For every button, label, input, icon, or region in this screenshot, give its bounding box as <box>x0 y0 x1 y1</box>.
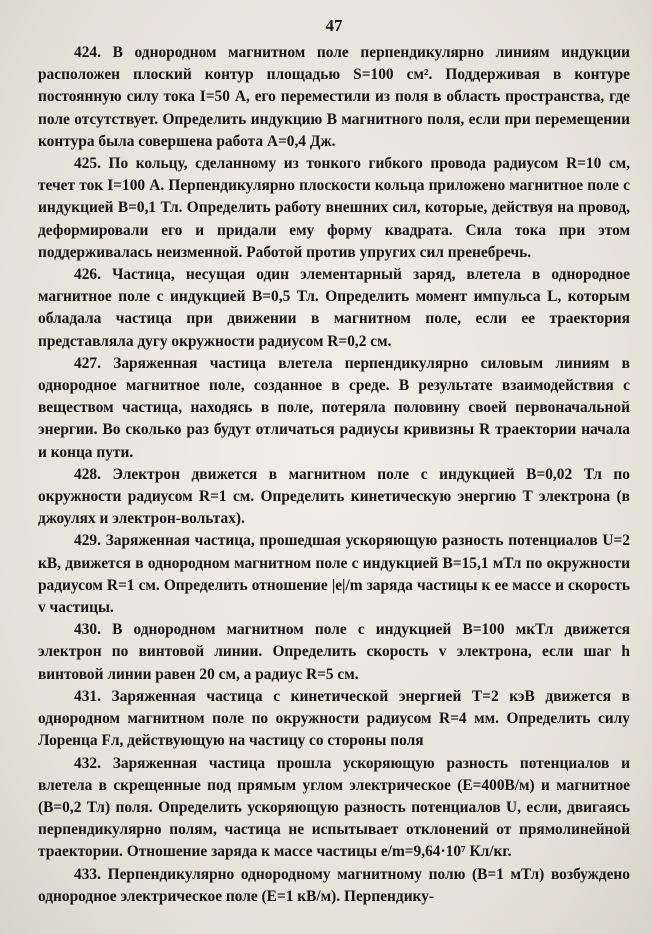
problem-text: Перпендикулярно однородному магнитному полю (B=1 мТл) возбуждено однородное электрическое поле (E=1 кВ/м). Перпендику- <box>38 865 630 905</box>
problem-number: 430. <box>74 621 101 639</box>
problem-text: В однородном магнитном поле с индукцией B=100 мкТл движется электрон по винтовой линии. Определить скорость v электрона, если шаг h винтовой линии равен 20 см, а радиус R=5 см. <box>38 621 631 683</box>
problem-text: Заряженная частица с кинетической энергией T=2 кэВ движется в однородном магнитном поле по окружности радиусом R=4 мм. Определить силу Лоренца Fл, действующую на частицу со стороны поля <box>38 687 630 750</box>
problem-text: По кольцу, сделанному из тонкого гибкого провода радиусом R=10 см, течет ток I=100 А. Перпендикулярно плоскости кольца приложено магнитное поле с индукцией B=0,1 Тл. Определить работу внешних сил, которые, действуя на провод, деформировали его и придали ему форму квадрата. Сила тока при этом поддерживалась неизменной. Работой против упругих сил пренебречь. <box>38 155 630 261</box>
problem-425 <box>38 153 630 264</box>
problem-number: 426. <box>74 266 101 284</box>
problem-text: Заряженная частица влетела перпендикулярно силовым линиям в однородное магнитное поле, созданное в среде. В результате взаимодействия с веществом частица, находясь в поле, потеряла половину своей первоначальной энергии. Во сколько раз будут отличаться радиусы кривизны R траектории начала и конца пути. <box>38 354 630 461</box>
problem-number: 428. <box>74 465 101 483</box>
problem-number: 425. <box>74 155 101 173</box>
problem-429 <box>38 530 630 619</box>
problem-number: 432. <box>74 754 101 772</box>
problem-number: 433. <box>74 865 101 883</box>
problem-431 <box>38 686 630 753</box>
problem-424 <box>38 42 630 153</box>
problem-text: В однородном магнитном поле перпендикулярно линиям индукции расположен плоский контур площадью S=100 см². Поддерживая в контуре постоянную силу тока I=50 А, его переместили из поля в область пространства, где поле отсутствует. Определить индукцию B магнитного поля, если при перемещении контура была совершена работа A=0,4 Дж. <box>38 44 630 150</box>
problem-432 <box>38 753 630 864</box>
problem-428 <box>38 464 630 531</box>
problem-text: Заряженная частица прошла ускоряющую разность потенциалов и влетела в скрещенные под прямым углом электрическое (E=400В/м) и магнитное (B=0,2 Тл) поля. Определить ускоряющую разность потенциалов U, если, двигаясь перпендикулярно полям, частица не испытывает отклонений от прямолинейной траектории. Отношение заряда к массе частицы e/m=9,64·10⁷ Кл/кг. <box>38 754 630 861</box>
problem-426 <box>38 264 630 353</box>
problem-number: 429. <box>74 532 101 550</box>
problem-number: 431. <box>74 687 101 705</box>
problem-433 <box>38 864 630 908</box>
page-number: 47 <box>325 16 343 35</box>
problem-number: 427. <box>74 354 101 372</box>
problem-text: Частица, несущая один элементарный заряд, влетела в однородное магнитное поле с индукцией B=0,5 Тл. Определить момент импульса L, которым обладала частица при движении в магнитном поле, если ее траектория представляла дугу окружности радиусом R=0,2 см. <box>38 266 630 350</box>
problem-number: 424. <box>74 44 101 61</box>
problem-427 <box>38 353 630 464</box>
problem-430 <box>38 619 630 686</box>
problem-text: Заряженная частица, прошедшая ускоряющую разность потенциалов U=2 кВ, движется в однородном магнитном поле с индукцией B=15,1 мТл по окружности радиусом R=1 см. Определить отношение |e|/m заряда частицы к ее массе и скорость v частицы. <box>38 532 630 617</box>
problem-text: Электрон движется в магнитном поле с индукцией B=0,02 Тл по окружности радиусом R=1 см. Определить кинетическую энергию T электрона (в джоулях и электрон-вольтах). <box>38 465 630 528</box>
